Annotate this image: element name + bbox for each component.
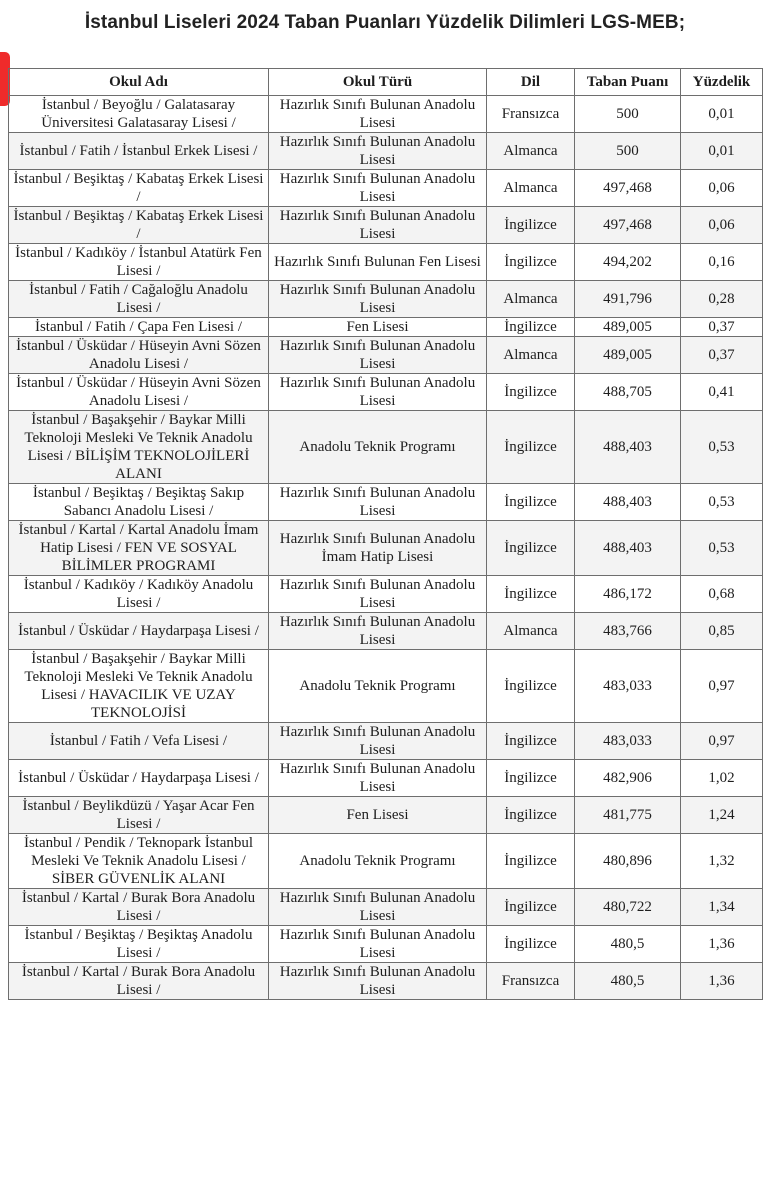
- cell-dil: Fransızca: [487, 96, 575, 133]
- table-row: [9, 613, 763, 650]
- cell-okul-adi: İstanbul / Fatih / Cağaloğlu Anadolu Lisesi /: [9, 281, 269, 318]
- page-title: İstanbul Liseleri 2024 Taban Puanları Yüzdelik Dilimleri LGS-MEB;: [84, 12, 686, 33]
- table-header-row: [9, 69, 763, 96]
- cell-yuzdelik: 1,32: [681, 834, 763, 889]
- cell-okul-adi: İstanbul / Beşiktaş / Kabataş Erkek Lisesi /: [9, 207, 269, 244]
- cell-yuzdelik: 0,68: [681, 576, 763, 613]
- cell-okul-turu: Anadolu Teknik Programı: [269, 834, 487, 889]
- cell-taban-puani: 500: [575, 96, 681, 133]
- cell-okul-adi: İstanbul / Kadıköy / Kadıköy Anadolu Lisesi /: [9, 576, 269, 613]
- cell-taban-puani: 480,722: [575, 889, 681, 926]
- cell-okul-adi: İstanbul / Üsküdar / Hüseyin Avni Sözen Anadolu Lisesi /: [9, 374, 269, 411]
- cell-okul-adi: İstanbul / Başakşehir / Baykar Milli Teknoloji Mesleki Ve Teknik Anadolu Lisesi / BİLİŞİM TEKNOLOJİLERİ ALANI: [9, 411, 269, 484]
- cell-taban-puani: 488,403: [575, 484, 681, 521]
- cell-okul-turu: Anadolu Teknik Programı: [269, 650, 487, 723]
- cell-okul-adi: İstanbul / Beşiktaş / Beşiktaş Sakıp Sabancı Anadolu Lisesi /: [9, 484, 269, 521]
- cell-taban-puani: 494,202: [575, 244, 681, 281]
- cell-okul-turu: Anadolu Teknik Programı: [269, 411, 487, 484]
- cell-taban-puani: 483,033: [575, 650, 681, 723]
- cell-okul-adi: İstanbul / Fatih / İstanbul Erkek Lisesi /: [9, 133, 269, 170]
- cell-yuzdelik: 0,53: [681, 484, 763, 521]
- cell-okul-turu: Hazırlık Sınıfı Bulunan Anadolu Lisesi: [269, 133, 487, 170]
- cell-okul-adi: İstanbul / Üsküdar / Haydarpaşa Lisesi /: [9, 760, 269, 797]
- cell-dil: Almanca: [487, 337, 575, 374]
- cell-okul-turu: Hazırlık Sınıfı Bulunan Anadolu Lisesi: [269, 374, 487, 411]
- cell-yuzdelik: 0,06: [681, 170, 763, 207]
- cell-okul-adi: İstanbul / Beşiktaş / Beşiktaş Anadolu Lisesi /: [9, 926, 269, 963]
- cell-okul-adi: İstanbul / Beşiktaş / Kabataş Erkek Lisesi /: [9, 170, 269, 207]
- cell-okul-adi: İstanbul / Fatih / Vefa Lisesi /: [9, 723, 269, 760]
- cell-dil: İngilizce: [487, 207, 575, 244]
- cell-taban-puani: 489,005: [575, 318, 681, 337]
- table-row: [9, 963, 763, 1000]
- header-okul-adi: Okul Adı: [9, 69, 269, 96]
- cell-yuzdelik: 0,85: [681, 613, 763, 650]
- cell-okul-adi: İstanbul / Kartal / Burak Bora Anadolu Lisesi /: [9, 963, 269, 1000]
- cell-taban-puani: 488,705: [575, 374, 681, 411]
- cell-okul-turu: Hazırlık Sınıfı Bulunan Anadolu Lisesi: [269, 963, 487, 1000]
- table-row: [9, 337, 763, 374]
- cell-yuzdelik: 1,34: [681, 889, 763, 926]
- cell-dil: Fransızca: [487, 963, 575, 1000]
- cell-okul-turu: Fen Lisesi: [269, 797, 487, 834]
- cell-taban-puani: 488,403: [575, 521, 681, 576]
- cell-okul-adi: İstanbul / Beylikdüzü / Yaşar Acar Fen Lisesi /: [9, 797, 269, 834]
- cell-dil: İngilizce: [487, 650, 575, 723]
- table-row: [9, 484, 763, 521]
- cell-dil: İngilizce: [487, 834, 575, 889]
- cell-yuzdelik: 1,24: [681, 797, 763, 834]
- cell-yuzdelik: 0,53: [681, 521, 763, 576]
- cell-okul-adi: İstanbul / Beyoğlu / Galatasaray Üniversitesi Galatasaray Lisesi /: [9, 96, 269, 133]
- cell-okul-turu: Hazırlık Sınıfı Bulunan Anadolu Lisesi: [269, 337, 487, 374]
- table-row: [9, 576, 763, 613]
- cell-okul-turu: Hazırlık Sınıfı Bulunan Anadolu Lisesi: [269, 576, 487, 613]
- cell-okul-turu: Hazırlık Sınıfı Bulunan Anadolu Lisesi: [269, 760, 487, 797]
- cell-okul-turu: Hazırlık Sınıfı Bulunan Anadolu Lisesi: [269, 723, 487, 760]
- table-row: [9, 318, 763, 337]
- cell-taban-puani: 481,775: [575, 797, 681, 834]
- cell-okul-turu: Hazırlık Sınıfı Bulunan Fen Lisesi: [269, 244, 487, 281]
- cell-taban-puani: 489,005: [575, 337, 681, 374]
- score-table: [8, 68, 763, 1000]
- table-row: [9, 411, 763, 484]
- cell-yuzdelik: 0,41: [681, 374, 763, 411]
- table-row: [9, 170, 763, 207]
- cell-taban-puani: 500: [575, 133, 681, 170]
- header-okul-turu: Okul Türü: [269, 69, 487, 96]
- cell-okul-turu: Hazırlık Sınıfı Bulunan Anadolu Lisesi: [269, 96, 487, 133]
- table-row: [9, 834, 763, 889]
- cell-okul-adi: İstanbul / Pendik / Teknopark İstanbul Mesleki Ve Teknik Anadolu Lisesi / SİBER GÜVENLİK ALANI: [9, 834, 269, 889]
- cell-okul-turu: Hazırlık Sınıfı Bulunan Anadolu Lisesi: [269, 889, 487, 926]
- cell-dil: İngilizce: [487, 889, 575, 926]
- cell-taban-puani: 480,5: [575, 926, 681, 963]
- cell-okul-adi: İstanbul / Başakşehir / Baykar Milli Teknoloji Mesleki Ve Teknik Anadolu Lisesi / HAVACILIK VE UZAY TEKNOLOJİSİ: [9, 650, 269, 723]
- cell-okul-turu: Hazırlık Sınıfı Bulunan Anadolu Lisesi: [269, 484, 487, 521]
- cell-taban-puani: 483,033: [575, 723, 681, 760]
- cell-okul-adi: İstanbul / Kartal / Burak Bora Anadolu Lisesi /: [9, 889, 269, 926]
- header-taban-puani: Taban Puanı: [575, 69, 681, 96]
- cell-dil: İngilizce: [487, 797, 575, 834]
- cell-dil: İngilizce: [487, 374, 575, 411]
- cell-yuzdelik: 0,06: [681, 207, 763, 244]
- table-row: [9, 723, 763, 760]
- cell-yuzdelik: 0,37: [681, 318, 763, 337]
- cell-okul-turu: Hazırlık Sınıfı Bulunan Anadolu Lisesi: [269, 170, 487, 207]
- cell-yuzdelik: 1,02: [681, 760, 763, 797]
- table-row: [9, 207, 763, 244]
- cell-taban-puani: 483,766: [575, 613, 681, 650]
- table-row: [9, 797, 763, 834]
- cell-okul-turu: Hazırlık Sınıfı Bulunan Anadolu Lisesi: [269, 207, 487, 244]
- table-row: [9, 760, 763, 797]
- table-row: [9, 133, 763, 170]
- cell-okul-adi: İstanbul / Kadıköy / İstanbul Atatürk Fen Lisesi /: [9, 244, 269, 281]
- cell-dil: Almanca: [487, 281, 575, 318]
- header-dil: Dil: [487, 69, 575, 96]
- cell-yuzdelik: 1,36: [681, 963, 763, 1000]
- table-row: [9, 281, 763, 318]
- cell-okul-turu: Hazırlık Sınıfı Bulunan Anadolu Lisesi: [269, 613, 487, 650]
- cell-taban-puani: 488,403: [575, 411, 681, 484]
- cell-okul-adi: İstanbul / Kartal / Kartal Anadolu İmam Hatip Lisesi / FEN VE SOSYAL BİLİMLER PROGRAMI: [9, 521, 269, 576]
- cell-okul-turu: Hazırlık Sınıfı Bulunan Anadolu Lisesi: [269, 926, 487, 963]
- cell-dil: İngilizce: [487, 318, 575, 337]
- cell-dil: İngilizce: [487, 244, 575, 281]
- cell-okul-adi: İstanbul / Üsküdar / Hüseyin Avni Sözen Anadolu Lisesi /: [9, 337, 269, 374]
- cell-taban-puani: 480,5: [575, 963, 681, 1000]
- cell-taban-puani: 497,468: [575, 170, 681, 207]
- cell-dil: İngilizce: [487, 484, 575, 521]
- cell-yuzdelik: 0,16: [681, 244, 763, 281]
- cell-okul-turu: Fen Lisesi: [269, 318, 487, 337]
- cell-taban-puani: 482,906: [575, 760, 681, 797]
- cell-okul-turu: Hazırlık Sınıfı Bulunan Anadolu İmam Hatip Lisesi: [269, 521, 487, 576]
- table-row: [9, 650, 763, 723]
- cell-dil: Almanca: [487, 613, 575, 650]
- table-row: [9, 521, 763, 576]
- cell-yuzdelik: 0,28: [681, 281, 763, 318]
- cell-dil: İngilizce: [487, 411, 575, 484]
- cell-yuzdelik: 1,36: [681, 926, 763, 963]
- cell-taban-puani: 491,796: [575, 281, 681, 318]
- cell-okul-adi: İstanbul / Üsküdar / Haydarpaşa Lisesi /: [9, 613, 269, 650]
- cell-dil: İngilizce: [487, 926, 575, 963]
- cell-taban-puani: 480,896: [575, 834, 681, 889]
- cell-dil: İngilizce: [487, 723, 575, 760]
- table-row: [9, 96, 763, 133]
- cell-yuzdelik: 0,01: [681, 133, 763, 170]
- cell-okul-adi: İstanbul / Fatih / Çapa Fen Lisesi /: [9, 318, 269, 337]
- cell-yuzdelik: 0,53: [681, 411, 763, 484]
- cell-dil: Almanca: [487, 133, 575, 170]
- cell-dil: İngilizce: [487, 576, 575, 613]
- table-row: [9, 244, 763, 281]
- cell-dil: İngilizce: [487, 521, 575, 576]
- header-yuzdelik: Yüzdelik: [681, 69, 763, 96]
- cell-yuzdelik: 0,97: [681, 650, 763, 723]
- cell-dil: Almanca: [487, 170, 575, 207]
- table-row: [9, 926, 763, 963]
- table-row: [9, 889, 763, 926]
- cell-okul-turu: Hazırlık Sınıfı Bulunan Anadolu Lisesi: [269, 281, 487, 318]
- cell-yuzdelik: 0,97: [681, 723, 763, 760]
- cell-yuzdelik: 0,37: [681, 337, 763, 374]
- cell-dil: İngilizce: [487, 760, 575, 797]
- table-row: [9, 374, 763, 411]
- cell-taban-puani: 486,172: [575, 576, 681, 613]
- cell-taban-puani: 497,468: [575, 207, 681, 244]
- cell-yuzdelik: 0,01: [681, 96, 763, 133]
